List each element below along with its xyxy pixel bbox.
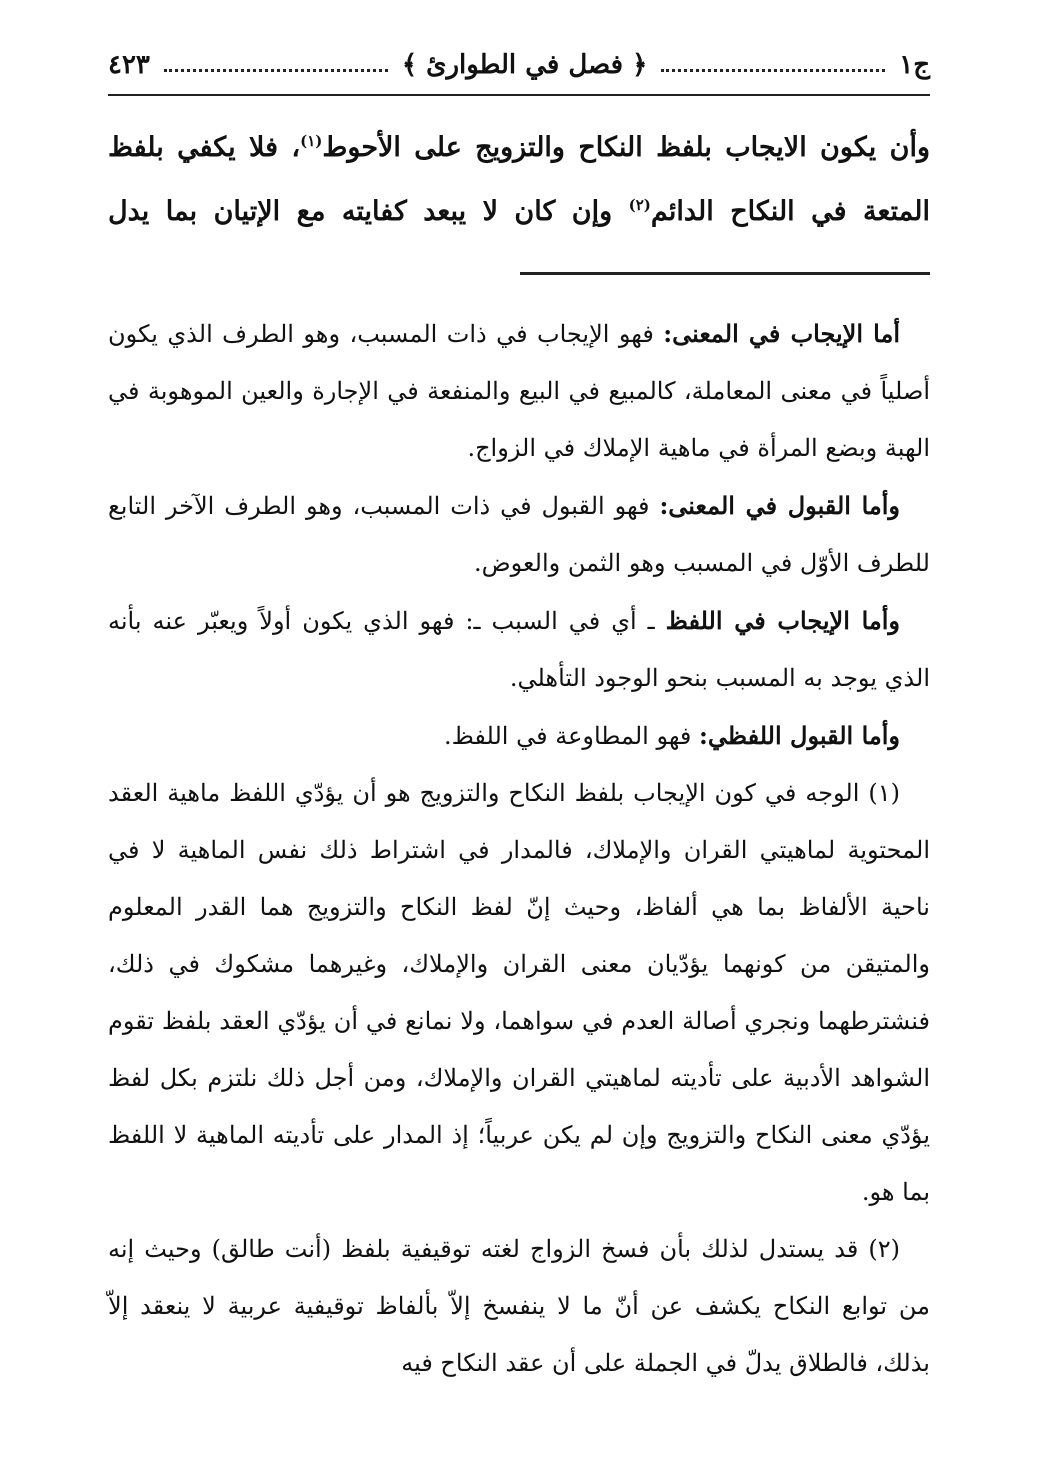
notes-section (108, 305, 930, 1392)
section-title: ﴿ فصل في الطوارئ ﴾ (401, 50, 648, 80)
running-header (108, 40, 930, 90)
note-text: فهو المطاوعة في اللفظ. (444, 722, 700, 750)
footnote-2: (٢) قد يستدل لذلك بأن فسخ الزواج لغته توقيفية بلفظ (أنت طالق) وحيث إنه من توابع النكاح يكشف عن أنّ ما لا ينفسخ إلاّ بألفاظ توقيفية عربية لا ينعقد إلاّ بذلك، فالطلاق يدلّ في الجملة على أن عقد النكاح فيه (108, 1235, 930, 1377)
volume-number: ج١ (899, 50, 930, 80)
note-heading: وأما الإيجاب في اللفظ (665, 606, 901, 635)
note-paragraph (108, 477, 930, 592)
main-text-part: وأن يكون الايجاب بلفظ النكاح والتزويج على الأحوط (322, 132, 930, 163)
note-text: فهو القبول في ذات المسبب، وهو الطرف الآخر التابع للطرف الأوّل في المسبب وهو الثمن والعوض. (108, 492, 930, 577)
leader-dots (164, 69, 388, 72)
main-text (108, 116, 930, 244)
footnote-ref-1[interactable]: (١) (300, 132, 323, 150)
header-rule (108, 94, 930, 96)
page-number: ٤٢٣ (108, 50, 150, 80)
footnote-ref-2[interactable]: (٢) (628, 196, 651, 214)
footnote-separator (520, 272, 930, 275)
note-paragraph (108, 305, 930, 477)
note-text: ـ أي في السبب ـ: فهو الذي يكون أولاً ويعبّر عنه بأنه الذي يوجد به المسبب بنحو الوجود التأهلي. (108, 607, 930, 692)
leader-dots (661, 69, 885, 72)
note-text: فهو الإيجاب في ذات المسبب، وهو الطرف الذي يكون أصلياً في معنى المعاملة، كالمبيع في البيع والمنفعة في الإجارة والعين الموهوبة في الهبة وبضع المرأة في ماهية الإملاك في الزواج. (108, 320, 930, 462)
note-heading: وأما القبول في المعنى: (659, 491, 900, 520)
footnote-1: (١) الوجه في كون الإيجاب بلفظ النكاح والتزويج هو أن يؤدّي اللفظ ماهية العقد المحتوية لماهيتي القران والإملاك، فالمدار في اشتراط ذلك نفس الماهية لا في ناحية الألفاظ بما هي ألفاظ، وحيث إنّ لفظ النكاح والتزويج هما القدر المعلوم والمتيقن من كونهما يؤدّيان معنى القران والإملاك، وغيرهما مشكوك في ذلك، فنشترطهما ونجري أصالة العدم في سواهما، ولا نمانع في أن يؤدّي العقد بلفظ تقوم الشواهد الأدبية على تأديته لماهيتي القران والإملاك، ومن أجل ذلك نلتزم بكل لفظ يؤدّي معنى النكاح والتزويج وإن لم يكن عربياً؛ إذ المدار على تأديته الماهية لا اللفظ بما هو. (108, 779, 931, 1206)
page (108, 40, 930, 1392)
note-heading: وأما القبول اللفظي: (699, 721, 900, 750)
main-text-part: وإن كان لا يبعد كفايته مع الإتيان بما يدل (108, 196, 629, 227)
main-paragraph (108, 116, 930, 244)
note-heading: أما الإيجاب في المعنى: (663, 319, 900, 348)
main-text-part: ، فلا يكفي بلفظ المتعة في النكاح الدائم (108, 132, 930, 227)
note-paragraph (108, 592, 930, 707)
note-paragraph (108, 707, 930, 765)
